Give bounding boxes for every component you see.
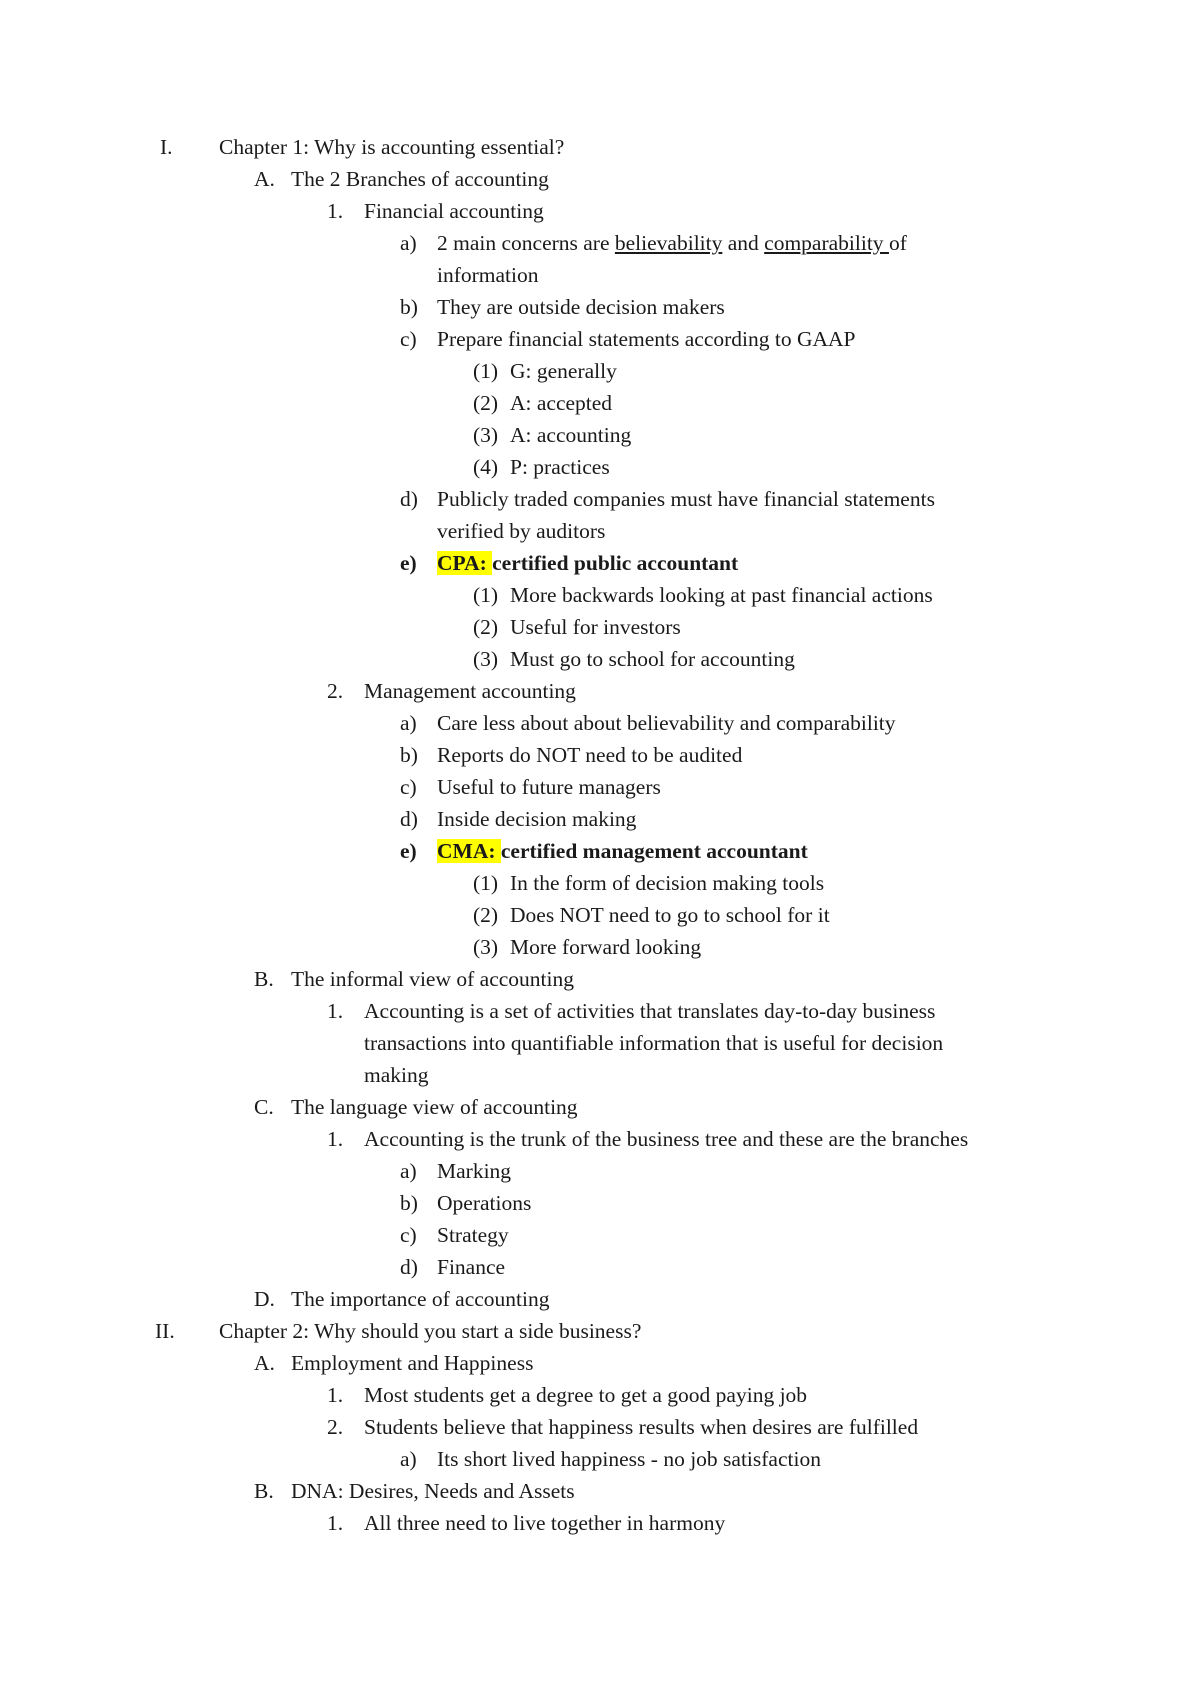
paren-marker: (1) [473, 583, 499, 607]
number-marker: 1. [327, 1383, 344, 1407]
outline-item [0, 931, 1200, 963]
outline-item [0, 803, 1200, 835]
subitem-marker: a) [400, 1159, 417, 1183]
letter-marker: B. [254, 967, 274, 991]
subitem-marker: e) [400, 551, 417, 575]
item-text: All three need to live together in harmony [364, 1511, 726, 1535]
item-text: Reports do NOT need to be audited [437, 743, 743, 767]
outline-item [0, 1443, 1200, 1475]
outline-item [0, 771, 1200, 803]
outline-item [0, 195, 1200, 227]
subitem-marker: b) [400, 743, 418, 767]
item-text: transactions into quantifiable information that is useful for decision [364, 1031, 944, 1055]
item-text: Must go to school for accounting [510, 647, 795, 671]
outline-item [0, 1251, 1200, 1283]
outline-item [0, 1155, 1200, 1187]
outline-item-continuation [0, 515, 1200, 547]
chapter-heading: Chapter 2: Why should you start a side business? [219, 1319, 642, 1343]
section-heading: The importance of accounting [291, 1287, 550, 1311]
outline-item [0, 1091, 1200, 1123]
paren-marker: (4) [473, 455, 499, 479]
outline-item [0, 1507, 1200, 1539]
section-heading: The language view of accounting [291, 1095, 578, 1119]
item-text: Useful to future managers [437, 775, 661, 799]
number-marker: 2. [327, 1415, 344, 1439]
subitem-marker: c) [400, 775, 417, 799]
subitem-marker: d) [400, 807, 418, 831]
outline-item [0, 227, 1200, 259]
outline-item [0, 1315, 1200, 1347]
paren-marker: (2) [473, 903, 499, 927]
outline-item [0, 163, 1200, 195]
roman-marker: I. [160, 135, 173, 159]
subitem-marker: a) [400, 1447, 417, 1471]
text-segment: certified public accountant [492, 551, 739, 575]
outline-item [0, 1475, 1200, 1507]
item-text: They are outside decision makers [437, 295, 725, 319]
item-text: Financial accounting [364, 199, 544, 223]
number-marker: 2. [327, 679, 344, 703]
subitem-marker: b) [400, 295, 418, 319]
outline-item [0, 419, 1200, 451]
section-heading: Employment and Happiness [291, 1351, 534, 1375]
item-text: Publicly traded companies must have financial statements [437, 487, 935, 511]
outline-item [0, 1411, 1200, 1443]
subitem-marker: d) [400, 1255, 418, 1279]
item-text: information [437, 263, 539, 287]
outline-item [0, 707, 1200, 739]
outline-item [0, 739, 1200, 771]
outline-item [0, 579, 1200, 611]
outline-item [0, 995, 1200, 1027]
item-text: More backwards looking at past financial actions [510, 583, 933, 607]
subitem-marker: d) [400, 487, 418, 511]
letter-marker: B. [254, 1479, 274, 1503]
paren-marker: (2) [473, 391, 499, 415]
paren-marker: (3) [473, 423, 499, 447]
outline-item [0, 1379, 1200, 1411]
item-text: Does NOT need to go to school for it [510, 903, 830, 927]
outline-item [0, 675, 1200, 707]
outline-item [0, 483, 1200, 515]
item-text: Marking [437, 1159, 512, 1183]
underlined-term: believability [614, 231, 723, 255]
item-text: Useful for investors [510, 615, 681, 639]
outline-item [0, 387, 1200, 419]
outline-item-continuation [0, 1027, 1200, 1059]
highlighted-term: CMA: [437, 839, 501, 863]
item-text: Its short lived happiness - no job satisfaction [437, 1447, 821, 1471]
text-segment: of [888, 231, 907, 255]
section-heading: The informal view of accounting [291, 967, 574, 991]
subitem-marker: b) [400, 1191, 418, 1215]
item-text: Finance [437, 1255, 506, 1279]
outline-item [0, 1283, 1200, 1315]
outline-item [0, 1187, 1200, 1219]
item-text: G: generally [510, 359, 617, 383]
highlighted-term: CPA: [437, 551, 493, 575]
item-text: Operations [437, 1191, 532, 1215]
item-text: Prepare financial statements according to GAAP [437, 327, 856, 351]
letter-marker: A. [254, 1351, 275, 1375]
outline-item [0, 1123, 1200, 1155]
subitem-marker: a) [400, 231, 417, 255]
item-text: Strategy [437, 1223, 509, 1247]
outline-item [0, 867, 1200, 899]
outline-item [0, 323, 1200, 355]
outline-item-continuation [0, 259, 1200, 291]
outline-item-continuation [0, 1059, 1200, 1091]
item-text: A: accounting [510, 423, 632, 447]
outline-item [0, 899, 1200, 931]
outline-item [0, 1219, 1200, 1251]
section-heading: The 2 Branches of accounting [291, 167, 549, 191]
text-segment: certified management accountant [500, 839, 808, 863]
outline-item [0, 131, 1200, 163]
item-text [437, 835, 808, 867]
subitem-marker: c) [400, 327, 417, 351]
item-text: Management accounting [364, 679, 576, 703]
text-segment: 2 main concerns are [437, 231, 615, 255]
item-text: More forward looking [510, 935, 702, 959]
item-text [437, 227, 907, 259]
outline-item [0, 451, 1200, 483]
number-marker: 1. [327, 1511, 344, 1535]
outline-item [0, 291, 1200, 323]
paren-marker: (2) [473, 615, 499, 639]
letter-marker: A. [254, 167, 275, 191]
underlined-term: comparability [764, 231, 889, 255]
outline-item [0, 643, 1200, 675]
item-text: Accounting is a set of activities that translates day-to-day business [364, 999, 936, 1023]
item-text: Inside decision making [437, 807, 637, 831]
outline-item [0, 355, 1200, 387]
roman-marker: II. [155, 1319, 175, 1343]
item-text: making [364, 1063, 429, 1087]
section-heading: DNA: Desires, Needs and Assets [291, 1479, 575, 1503]
chapter-heading: Chapter 1: Why is accounting essential? [219, 135, 565, 159]
outline-item [0, 547, 1200, 579]
item-text: verified by auditors [437, 519, 606, 543]
letter-marker: C. [254, 1095, 274, 1119]
item-text: Accounting is the trunk of the business tree and these are the branches [364, 1127, 969, 1151]
number-marker: 1. [327, 199, 344, 223]
text-segment: and [722, 231, 765, 255]
number-marker: 1. [327, 999, 344, 1023]
item-text: Most students get a degree to get a good paying job [364, 1383, 808, 1407]
outline-item [0, 835, 1200, 867]
paren-marker: (1) [473, 359, 499, 383]
outline-item [0, 1347, 1200, 1379]
outline-item [0, 963, 1200, 995]
item-text [437, 547, 738, 579]
subitem-marker: a) [400, 711, 417, 735]
number-marker: 1. [327, 1127, 344, 1151]
outline-item [0, 611, 1200, 643]
item-text: P: practices [510, 455, 610, 479]
letter-marker: D. [254, 1287, 275, 1311]
paren-marker: (3) [473, 647, 499, 671]
paren-marker: (1) [473, 871, 499, 895]
item-text: Care less about about believability and comparability [437, 711, 896, 735]
item-text: In the form of decision making tools [510, 871, 825, 895]
item-text: A: accepted [510, 391, 613, 415]
subitem-marker: e) [400, 839, 417, 863]
item-text: Students believe that happiness results when desires are fulfilled [364, 1415, 919, 1439]
subitem-marker: c) [400, 1223, 417, 1247]
paren-marker: (3) [473, 935, 499, 959]
